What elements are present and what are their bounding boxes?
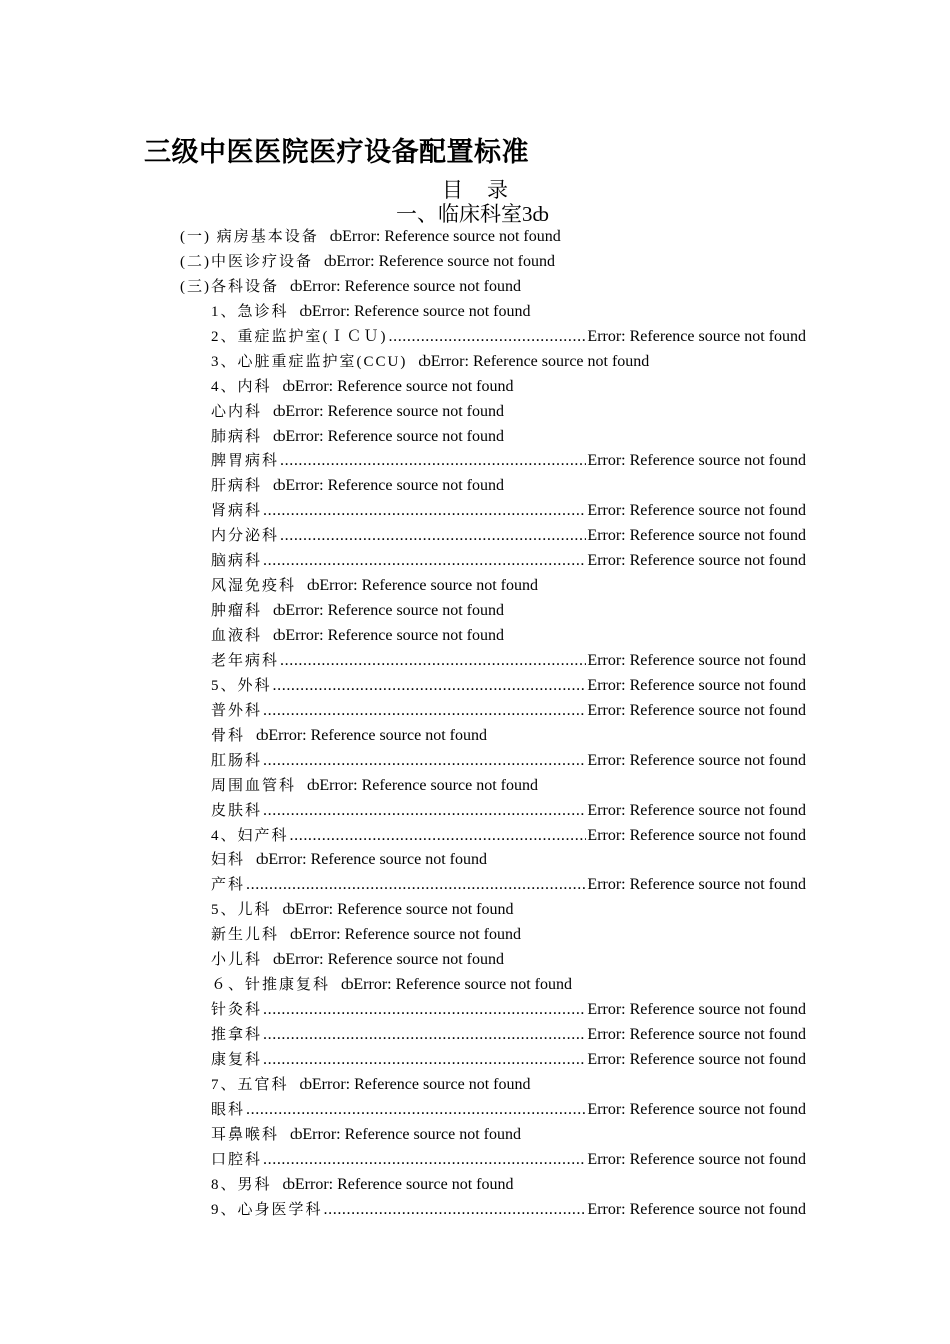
toc-entry-reference: Error: Reference source not found xyxy=(294,1175,514,1193)
toc-entry-reference: Error: Reference source not found xyxy=(285,951,504,969)
toc-entry[interactable] xyxy=(0,824,806,849)
toc-entry-label: 9、心身医学科 xyxy=(211,1201,323,1218)
toc-entry[interactable] xyxy=(0,325,806,350)
toc-entry-label: 周围血管科 xyxy=(211,777,297,794)
toc-field-mark: ȸ xyxy=(273,951,286,969)
table-of-contents xyxy=(0,225,950,1223)
section-heading: 一、临床科室3ȸ xyxy=(396,202,549,226)
toc-entry-label: 肝病科 xyxy=(211,478,263,495)
toc-leader-dots xyxy=(263,549,586,574)
toc-entry-label: 普外科 xyxy=(211,702,263,719)
toc-entry[interactable] xyxy=(0,948,950,973)
toc-entry-label: 血液科 xyxy=(211,628,263,644)
toc-leader-dots xyxy=(263,799,586,824)
toc-entry[interactable] xyxy=(0,1198,806,1223)
toc-entry[interactable] xyxy=(0,350,950,375)
toc-heading-left: 目 xyxy=(442,178,487,202)
toc-entry[interactable] xyxy=(0,425,950,450)
toc-entry[interactable] xyxy=(0,225,950,250)
toc-field-mark: ȸ xyxy=(273,627,286,644)
toc-entry-reference: Error: Reference source not found xyxy=(342,228,561,245)
toc-entry-reference: Error: Reference source not found xyxy=(587,751,806,769)
toc-field-mark: ȸ xyxy=(290,926,303,944)
toc-entry[interactable] xyxy=(0,1073,950,1098)
toc-entry-label: 康复科 xyxy=(211,1051,263,1068)
toc-entry-label: 眼科 xyxy=(211,1101,246,1118)
toc-entry[interactable] xyxy=(0,250,950,275)
toc-entry-label: (二)中医诊疗设备 xyxy=(180,253,313,270)
toc-entry-reference: Error: Reference source not found xyxy=(430,352,650,370)
toc-entry[interactable] xyxy=(0,749,806,774)
toc-entry[interactable] xyxy=(0,799,806,824)
toc-entry-label: 皮肤科 xyxy=(211,802,263,819)
document-title: 三级中医医院医疗设备配置标准 xyxy=(144,137,529,167)
toc-entry-label: 肾病科 xyxy=(211,503,263,520)
toc-entry[interactable] xyxy=(0,449,806,474)
toc-entry-reference: Error: Reference source not found xyxy=(302,926,521,944)
toc-leader-dots xyxy=(389,325,587,350)
toc-entry-label: 肿瘤科 xyxy=(211,603,263,620)
toc-entry[interactable] xyxy=(0,524,806,549)
toc-entry-reference: Error: Reference source not found xyxy=(285,602,504,620)
toc-field-mark: ȸ xyxy=(273,427,286,445)
toc-entry[interactable] xyxy=(0,275,950,300)
toc-entry-label: 口腔科 xyxy=(211,1151,263,1168)
toc-leader-dots xyxy=(263,1148,586,1173)
toc-entry-reference: Error: Reference source not found xyxy=(587,1150,806,1168)
toc-entry-label: 心内科 xyxy=(211,403,263,420)
toc-entry-label: 肛肠科 xyxy=(211,752,263,769)
toc-entry-reference: Error: Reference source not found xyxy=(587,1001,806,1019)
toc-entry-reference: Error: Reference source not found xyxy=(294,901,514,919)
toc-entry-reference: Error: Reference source not found xyxy=(587,452,806,470)
toc-field-mark: ȸ xyxy=(329,228,343,245)
toc-entry-label: ６、针推康复科 xyxy=(211,977,331,994)
toc-entry-reference: Error: Reference source not found xyxy=(319,776,538,794)
toc-leader-dots xyxy=(263,998,586,1023)
toc-entry-reference: Error: Reference source not found xyxy=(336,252,555,270)
toc-leader-dots xyxy=(263,1023,586,1048)
toc-entry[interactable] xyxy=(0,898,950,923)
toc-entry-label: 妇科 xyxy=(211,852,246,869)
toc-field-mark: ȸ xyxy=(282,1175,295,1193)
toc-entry[interactable] xyxy=(0,674,806,699)
toc-field-mark: ȸ xyxy=(299,302,312,320)
toc-entry[interactable] xyxy=(0,574,950,599)
toc-entry-reference: Error: Reference source not found xyxy=(587,552,806,570)
toc-entry-label: 2、重症监护室(ＩＣＵ) xyxy=(211,328,388,345)
toc-entry-reference: Error: Reference source not found xyxy=(587,527,806,545)
toc-entry-reference: Error: Reference source not found xyxy=(587,1050,806,1068)
toc-entry[interactable] xyxy=(0,599,950,624)
toc-entry-reference: Error: Reference source not found xyxy=(587,1200,806,1218)
toc-entry-label: 8、男科 xyxy=(211,1176,272,1193)
toc-entry[interactable] xyxy=(0,848,950,873)
toc-entry-label: 推拿科 xyxy=(211,1027,263,1043)
toc-entry-reference: Error: Reference source not found xyxy=(587,826,806,844)
toc-entry-label: 针灸科 xyxy=(211,1002,263,1019)
toc-entry-reference: Error: Reference source not found xyxy=(302,277,521,295)
toc-leader-dots xyxy=(246,873,586,898)
toc-entry-reference: Error: Reference source not found xyxy=(285,627,504,644)
toc-entry[interactable] xyxy=(0,300,950,325)
toc-entry-label: 耳鼻喉科 xyxy=(211,1126,280,1143)
toc-entry-label: (一) 病房基本设备 xyxy=(180,229,319,245)
toc-entry-label: 新生儿科 xyxy=(211,927,280,944)
toc-entry-label: 老年病科 xyxy=(211,652,280,669)
toc-entry[interactable] xyxy=(0,1048,806,1073)
toc-entry-reference: Error: Reference source not found xyxy=(311,1075,531,1093)
toc-entry-reference: Error: Reference source not found xyxy=(311,302,531,320)
toc-leader-dots xyxy=(280,449,586,474)
toc-field-mark: ȸ xyxy=(273,477,286,495)
toc-leader-dots xyxy=(324,1198,587,1223)
toc-entry[interactable] xyxy=(0,649,806,674)
toc-field-mark: ȸ xyxy=(256,851,269,869)
toc-entry-label: 小儿科 xyxy=(211,952,263,969)
toc-entry-label: 3、心脏重症监护室(CCU) xyxy=(211,353,408,370)
toc-leader-dots xyxy=(263,1048,586,1073)
toc-entry[interactable] xyxy=(0,400,950,425)
toc-entry[interactable] xyxy=(0,699,806,724)
toc-entry-reference: Error: Reference source not found xyxy=(587,502,806,520)
toc-field-mark: ȸ xyxy=(299,1075,312,1093)
toc-entry-reference: Error: Reference source not found xyxy=(587,876,806,894)
toc-heading-right: 录 xyxy=(487,178,508,202)
toc-entry-label: 内分泌科 xyxy=(211,528,280,545)
toc-entry-label: 5、外科 xyxy=(211,677,272,694)
toc-field-mark: ȸ xyxy=(290,1125,303,1143)
toc-leader-dots xyxy=(280,524,586,549)
toc-entry-reference: Error: Reference source not found xyxy=(353,976,572,994)
toc-entry-label: 骨科 xyxy=(211,727,246,744)
toc-leader-dots xyxy=(273,674,587,699)
toc-entry-label: 5、儿科 xyxy=(211,902,272,919)
toc-entry[interactable] xyxy=(0,1173,950,1198)
toc-entry[interactable] xyxy=(0,923,950,948)
toc-entry[interactable] xyxy=(0,375,950,400)
toc-entry-label: 脑病科 xyxy=(211,553,263,570)
toc-entry-reference: Error: Reference source not found xyxy=(268,726,487,744)
toc-entry[interactable] xyxy=(0,724,950,749)
toc-field-mark: ȸ xyxy=(341,976,354,994)
toc-entry-label: 脾胃病科 xyxy=(211,453,280,470)
toc-entry[interactable] xyxy=(0,973,950,998)
toc-field-mark: ȸ xyxy=(282,901,295,919)
toc-entry-label: 7、五官科 xyxy=(211,1076,289,1093)
toc-field-mark: ȸ xyxy=(324,252,337,270)
toc-entry-reference: Error: Reference source not found xyxy=(268,851,487,869)
toc-leader-dots xyxy=(280,649,586,674)
toc-leader-dots xyxy=(263,499,586,524)
toc-entry-reference: Error: Reference source not found xyxy=(285,402,504,420)
toc-entry[interactable] xyxy=(0,474,950,499)
toc-entry[interactable] xyxy=(0,1148,806,1173)
toc-entry-reference: Error: Reference source not found xyxy=(285,427,504,445)
toc-leader-dots xyxy=(263,699,586,724)
toc-entry-reference: Error: Reference source not found xyxy=(587,801,806,819)
toc-leader-dots xyxy=(290,824,587,849)
toc-entry-reference: Error: Reference source not found xyxy=(587,327,806,345)
toc-field-mark: ȸ xyxy=(307,577,320,595)
toc-entry[interactable] xyxy=(0,549,806,574)
toc-entry-reference: Error: Reference source not found xyxy=(294,377,514,395)
toc-entry-reference: Error: Reference source not found xyxy=(302,1125,521,1143)
toc-entry-label: 4、内科 xyxy=(211,378,272,395)
toc-entry-reference: Error: Reference source not found xyxy=(285,477,504,495)
toc-entry-label: (三)各科设备 xyxy=(180,278,279,295)
toc-entry[interactable] xyxy=(0,624,950,649)
toc-entry-label: 风湿免疫科 xyxy=(211,578,297,595)
toc-entry-reference: Error: Reference source not found xyxy=(319,577,538,595)
toc-field-mark: ȸ xyxy=(418,352,431,370)
toc-entry-label: 4、妇产科 xyxy=(211,827,289,844)
toc-entry-reference: Error: Reference source not found xyxy=(587,1026,806,1043)
toc-field-mark: ȸ xyxy=(307,776,320,794)
toc-entry[interactable] xyxy=(0,1098,806,1123)
toc-entry[interactable] xyxy=(0,499,806,524)
toc-entry-reference: Error: Reference source not found xyxy=(587,651,806,669)
toc-entry[interactable] xyxy=(0,774,950,799)
toc-entry[interactable] xyxy=(0,1123,950,1148)
toc-entry-label: 肺病科 xyxy=(211,428,263,445)
toc-field-mark: ȸ xyxy=(273,402,286,420)
toc-field-mark: ȸ xyxy=(273,602,286,620)
toc-field-mark: ȸ xyxy=(256,726,269,744)
toc-entry[interactable] xyxy=(0,1023,806,1048)
toc-field-mark: ȸ xyxy=(290,277,303,295)
toc-entry-label: 1、急诊科 xyxy=(211,303,289,320)
toc-leader-dots xyxy=(263,749,586,774)
toc-entry-label: 产科 xyxy=(211,877,246,894)
toc-leader-dots xyxy=(246,1098,586,1123)
toc-entry-reference: Error: Reference source not found xyxy=(587,1100,806,1118)
toc-entry-reference: Error: Reference source not found xyxy=(587,701,806,719)
toc-entry[interactable] xyxy=(0,873,806,898)
toc-entry[interactable] xyxy=(0,998,806,1023)
toc-field-mark: ȸ xyxy=(282,377,295,395)
toc-entry-reference: Error: Reference source not found xyxy=(587,676,806,694)
